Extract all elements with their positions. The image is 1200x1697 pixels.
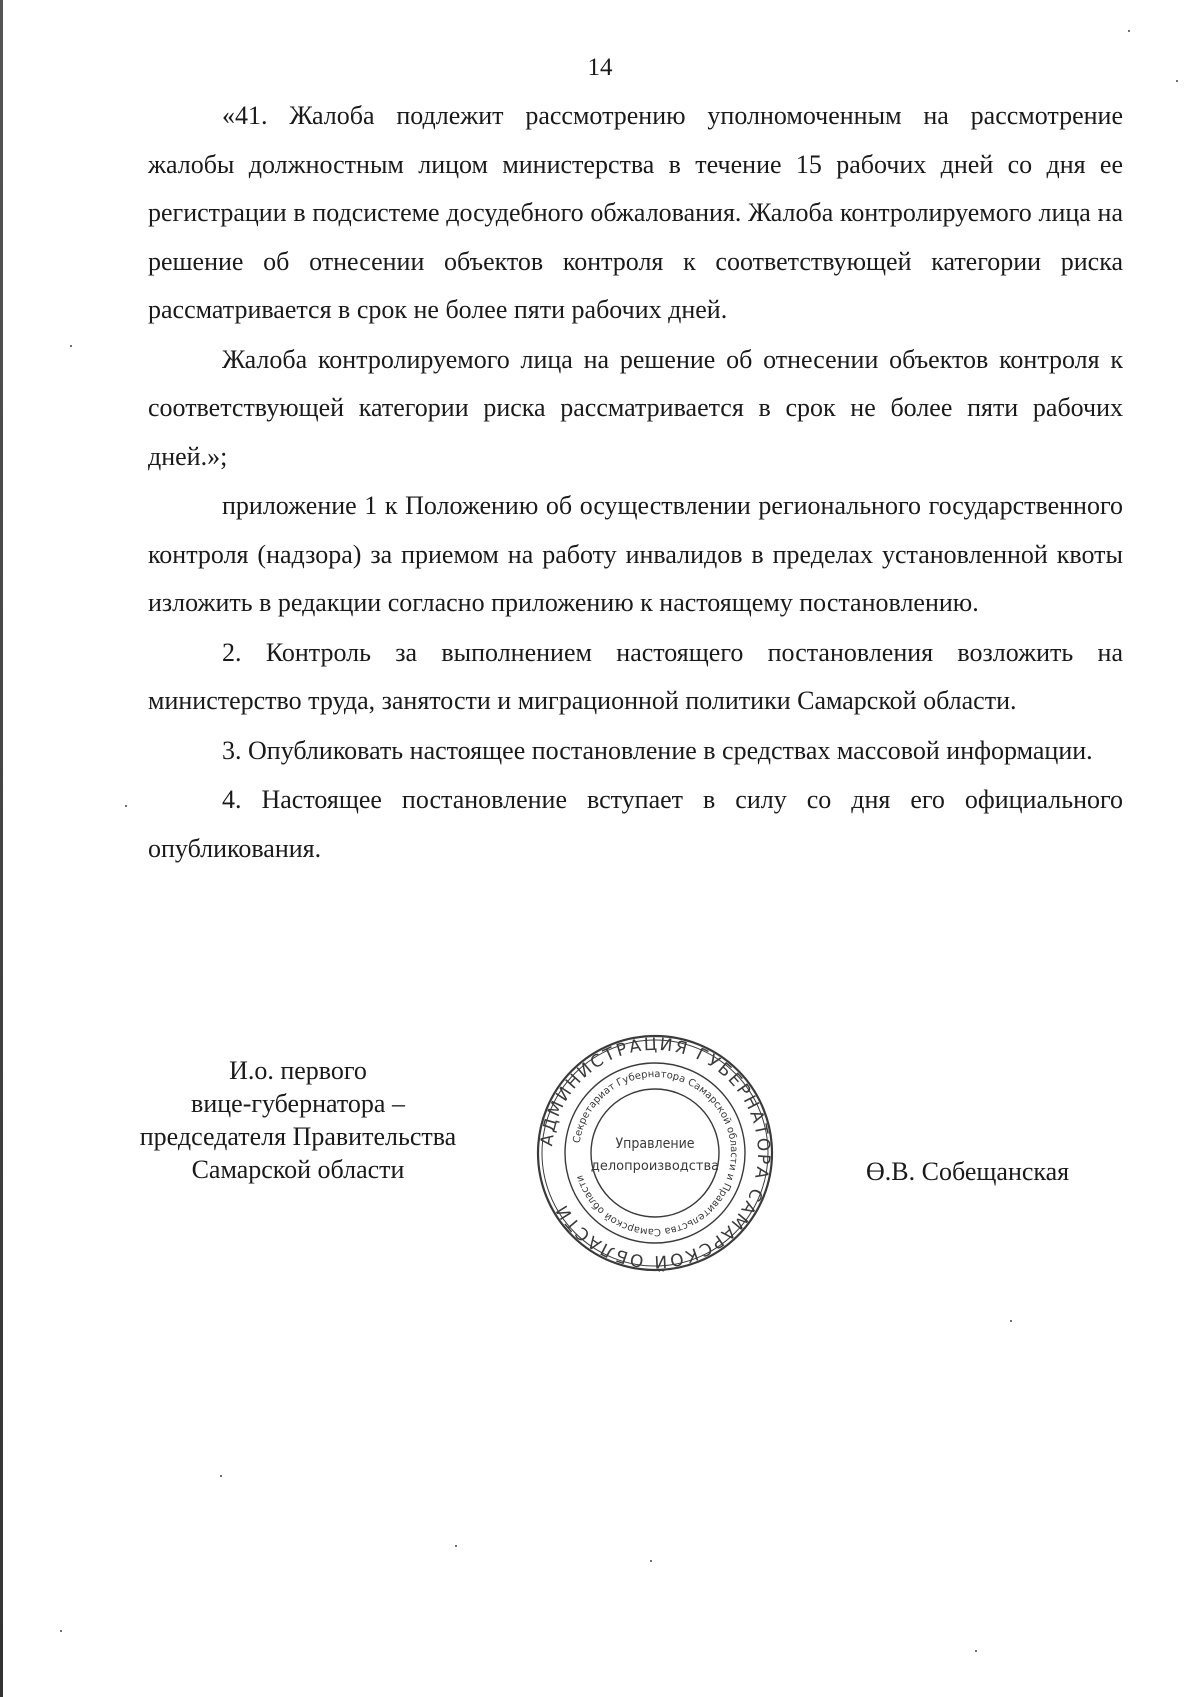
signatory-title-line: вице-губернатора – xyxy=(191,1089,405,1118)
paragraph-complaint: Жалоба контролируемого лица на решение об отнесении объектов контроля к соответствующей категории риска рассматривается в срок не более пяти рабочих дней.»; xyxy=(148,344,1123,471)
paragraph-item-4: 4. Настоящее постановление вступает в силу со дня его официального опубликования. xyxy=(148,785,1123,863)
scan-speck xyxy=(70,345,72,347)
scan-speck xyxy=(455,1545,457,1547)
scan-speck xyxy=(1176,80,1178,82)
scan-edge xyxy=(0,0,3,1697)
paragraph-41: «41. Жалоба подлежит рассмотрению уполномоченным на рассмотрение жалобы должностным лицом министерства в течение 15 рабочих дней со дня ее регистрации в подсистеме досудебного обжалования. Жалоба контролируемого лица на решение об отнесении объектов контроля к соответствующей категории риска рассматривается в срок не более пяти рабочих дней. xyxy=(148,101,1123,324)
seal-outer-text: АДМИНИСТРАЦИЯ ГУБЕРНАТОРА САМАРСКОЙ ОБЛАСТИ xyxy=(537,1034,774,1272)
paragraph-item-3: 3. Опубликовать настоящее постановление в средствах массовой информации. xyxy=(222,735,1093,765)
scan-speck xyxy=(1010,1320,1012,1322)
paragraph-appendix: приложение 1 к Положению об осуществлении регионального государственного контроля (надзора) за приемом на работу инвалидов в пределах установленной квоты изложить в редакции согласно приложению к настоящему постановлению. xyxy=(148,491,1123,617)
scan-speck xyxy=(1128,30,1130,32)
signatory-name: Ө.В. Собещанская xyxy=(866,1157,1070,1186)
seal-center-line-1: Управление xyxy=(615,1136,695,1152)
document-body xyxy=(148,92,1123,873)
scan-speck xyxy=(60,1630,62,1632)
official-seal xyxy=(535,1033,775,1273)
seal-inner-text: Секретариат Губернатора Самарской области и Правительства Самарской области xyxy=(571,1068,740,1238)
paragraph-item-2: 2. Контроль за выполнением настоящего постановления возложить на министерство труда, занятости и миграционной политики Самарской области. xyxy=(148,637,1123,715)
scan-speck xyxy=(220,1475,222,1477)
scan-speck xyxy=(650,1560,652,1562)
scan-speck xyxy=(975,1650,977,1652)
page-number: 14 xyxy=(587,54,613,81)
signatory-title-line: И.о. первого xyxy=(229,1056,367,1085)
signatory-title-line: председателя Правительства xyxy=(139,1122,457,1151)
signatory-title-line: Самарской области xyxy=(191,1155,405,1184)
signatory-title xyxy=(118,1054,478,1186)
seal-center-line-2: делопроизводства xyxy=(590,1159,720,1174)
scan-speck xyxy=(125,805,127,807)
